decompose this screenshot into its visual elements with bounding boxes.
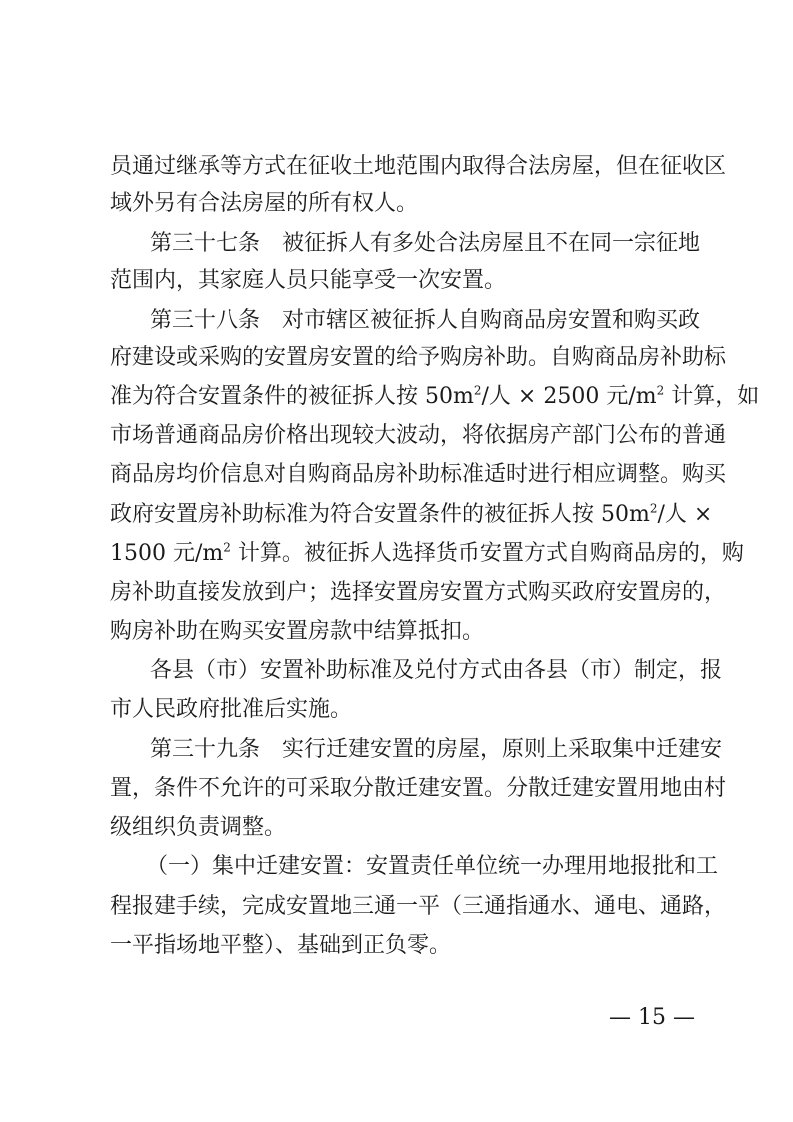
text-segment: 政府安置房补助标准为符合安置条件的被征拆人按 50m	[110, 502, 650, 527]
text-segment: /人 × 2500 元/m	[481, 384, 657, 409]
text-line: 各县（市）安置补助标准及兑付方式由各县（市）制定，报	[150, 658, 723, 683]
page-number: — 15 —	[609, 1005, 695, 1030]
text-segment: /人 ×	[657, 502, 713, 527]
text-line: 级组织负责调整。	[110, 815, 287, 840]
superscript: 2	[223, 540, 231, 555]
superscript: 2	[649, 501, 658, 516]
text-line: 程报建手续，完成安置地三通一平（三通指通水、通电、通路，	[110, 894, 727, 919]
superscript: 2	[473, 383, 482, 398]
text-line: 范围内，其家庭人员只能享受一次安置。	[110, 268, 507, 293]
article-37-line: 第三十七条 被征拆人有多处合法房屋且不在同一宗征地	[150, 231, 701, 256]
text-line-with-formula	[110, 382, 760, 412]
text-line-with-formula	[110, 500, 713, 530]
text-line: 市人民政府批准后实施。	[110, 697, 353, 722]
text-line: 购房补助在购买安置房款中结算抵扣。	[110, 619, 485, 644]
text-line: （一）集中迁建安置：安置责任单位统一办理用地报批和工	[146, 854, 719, 879]
text-segment: 计算。被征拆人选择货币安置方式自购商品房的，购	[230, 541, 744, 566]
text-segment: 1500 元/m	[110, 541, 224, 566]
article-38-line: 第三十八条 对市辖区被征拆人自购商品房安置和购买政	[150, 308, 701, 333]
text-line: 置，条件不允许的可采取分散迁建安置。分散迁建安置用地由村	[110, 776, 727, 801]
text-line: 员通过继承等方式在征收土地范围内取得合法房屋，但在征收区	[110, 154, 727, 179]
superscript: 2	[656, 383, 665, 398]
text-line: 府建设或采购的安置房安置的给予购房补助。自购商品房补助标	[110, 345, 727, 370]
text-segment: 准为符合安置条件的被征拆人按 50m	[110, 384, 474, 409]
text-line: 房补助直接发放到户；选择安置房安置方式购买政府安置房的，	[110, 580, 727, 605]
text-line: 一平指场地平整）、基础到正负零。	[110, 933, 452, 958]
text-line: 商品房均价信息对自购商品房补助标准适时进行相应调整。购买	[110, 462, 727, 487]
text-segment: 计算，如	[664, 384, 760, 409]
article-39-line: 第三十九条 实行迁建安置的房屋，原则上采取集中迁建安	[150, 737, 723, 762]
text-line-with-formula	[110, 539, 744, 569]
text-line: 市场普通商品房价格出现较大波动，将依据房产部门公布的普通	[110, 423, 727, 448]
text-line: 域外另有合法房屋的所有权人。	[110, 191, 419, 216]
